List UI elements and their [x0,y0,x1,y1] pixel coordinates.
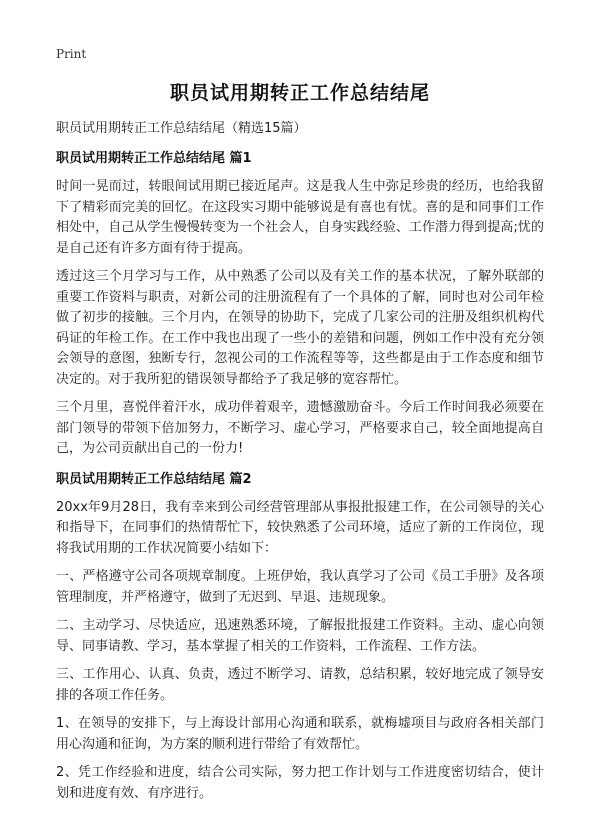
paragraph: 三、工作用心、认真、负责，透过不断学习、请教，总结积累，较好地完成了领导安排的各项工作任务。 [56,667,544,703]
section-heading: 职员试用期转正工作总结结尾 篇2 [56,471,252,487]
paragraph: 时间一晃而过，转眼间试用期已接近尾声。这是我人生中弥足珍贵的经历，也给我留下了精彩而完美的回忆。在这段实习期中能够说是有喜也有忧。喜的是和同事们工作相处中，自己从学生慢慢转变为一个社会人，自身实践经验、工作潜力得到提高;忧的是自己还有许多方面有待于提高。 [56,179,544,256]
paragraph: 二、主动学习、尽快适应，迅速熟悉环境，了解报批报建工作资料。主动、虚心向领导、同事请教、学习，基本掌握了相关的工作资料，工作流程、工作方法。 [56,618,544,654]
document-title: 职员试用期转正工作总结结尾 [169,82,430,104]
print-label: Print [56,47,87,61]
paragraph: 一、严格遵守公司各项规章制度。上班伊始，我认真学习了公司《员工手册》及各项管理制度，并严格遵守，做到了无迟到、早退、违规现象。 [56,569,544,605]
paragraph: 透过这三个月学习与工作，从中熟悉了公司以及有关工作的基本状况，了解外联部的重要工作资料与职责，对新公司的注册流程有了一个具体的了解，同时也对公司年检做了初步的接触。三个月内，在领导的协助下，完成了几家公司的注册及组织机构代码证的年检工作。在工作中我也出现了一些小的差错和问题，例如工作中没有充分领会领导的意图，独断专行，忽视公司的工作流程等等，这些都是由于工作态度和细节决定的。对于我所犯的错误领导都给予了我足够的宽容帮忙。 [56,269,544,387]
document-subtitle: 职员试用期转正工作总结结尾（精选15篇） [56,121,307,136]
paragraph: 2、凭工作经验和进度，结合公司实际，努力把工作计划与工作进度密切结合，使计划和进度有效、有序进行。 [56,765,544,801]
paragraph: 20xx年9月28日，我有幸来到公司经营管理部从事报批报建工作，在公司领导的关心和指导下，在同事们的热情帮忙下，较快熟悉了公司环境，适应了新的工作岗位，现将我试用期的工作状况简要小结如下： [56,499,544,556]
section-1 [56,149,544,460]
paragraph: 1、在领导的安排下，与上海设计部用心沟通和联系，就梅墟项目与政府各相关部门用心沟通和征询，为方案的顺利进行带给了有效帮忙。 [56,716,544,752]
section-2 [56,470,544,805]
section-heading: 职员试用期转正工作总结结尾 篇1 [56,151,252,166]
paragraph: 三个月里，喜悦伴着汗水，成功伴着艰辛，遗憾激励奋斗。今后工作时间我必须要在部门领导的带领下倍加努力，不断学习、虚心学习，严格要求自己，较全面地提高自己，为公司贡献出自己的一份力! [56,400,544,456]
